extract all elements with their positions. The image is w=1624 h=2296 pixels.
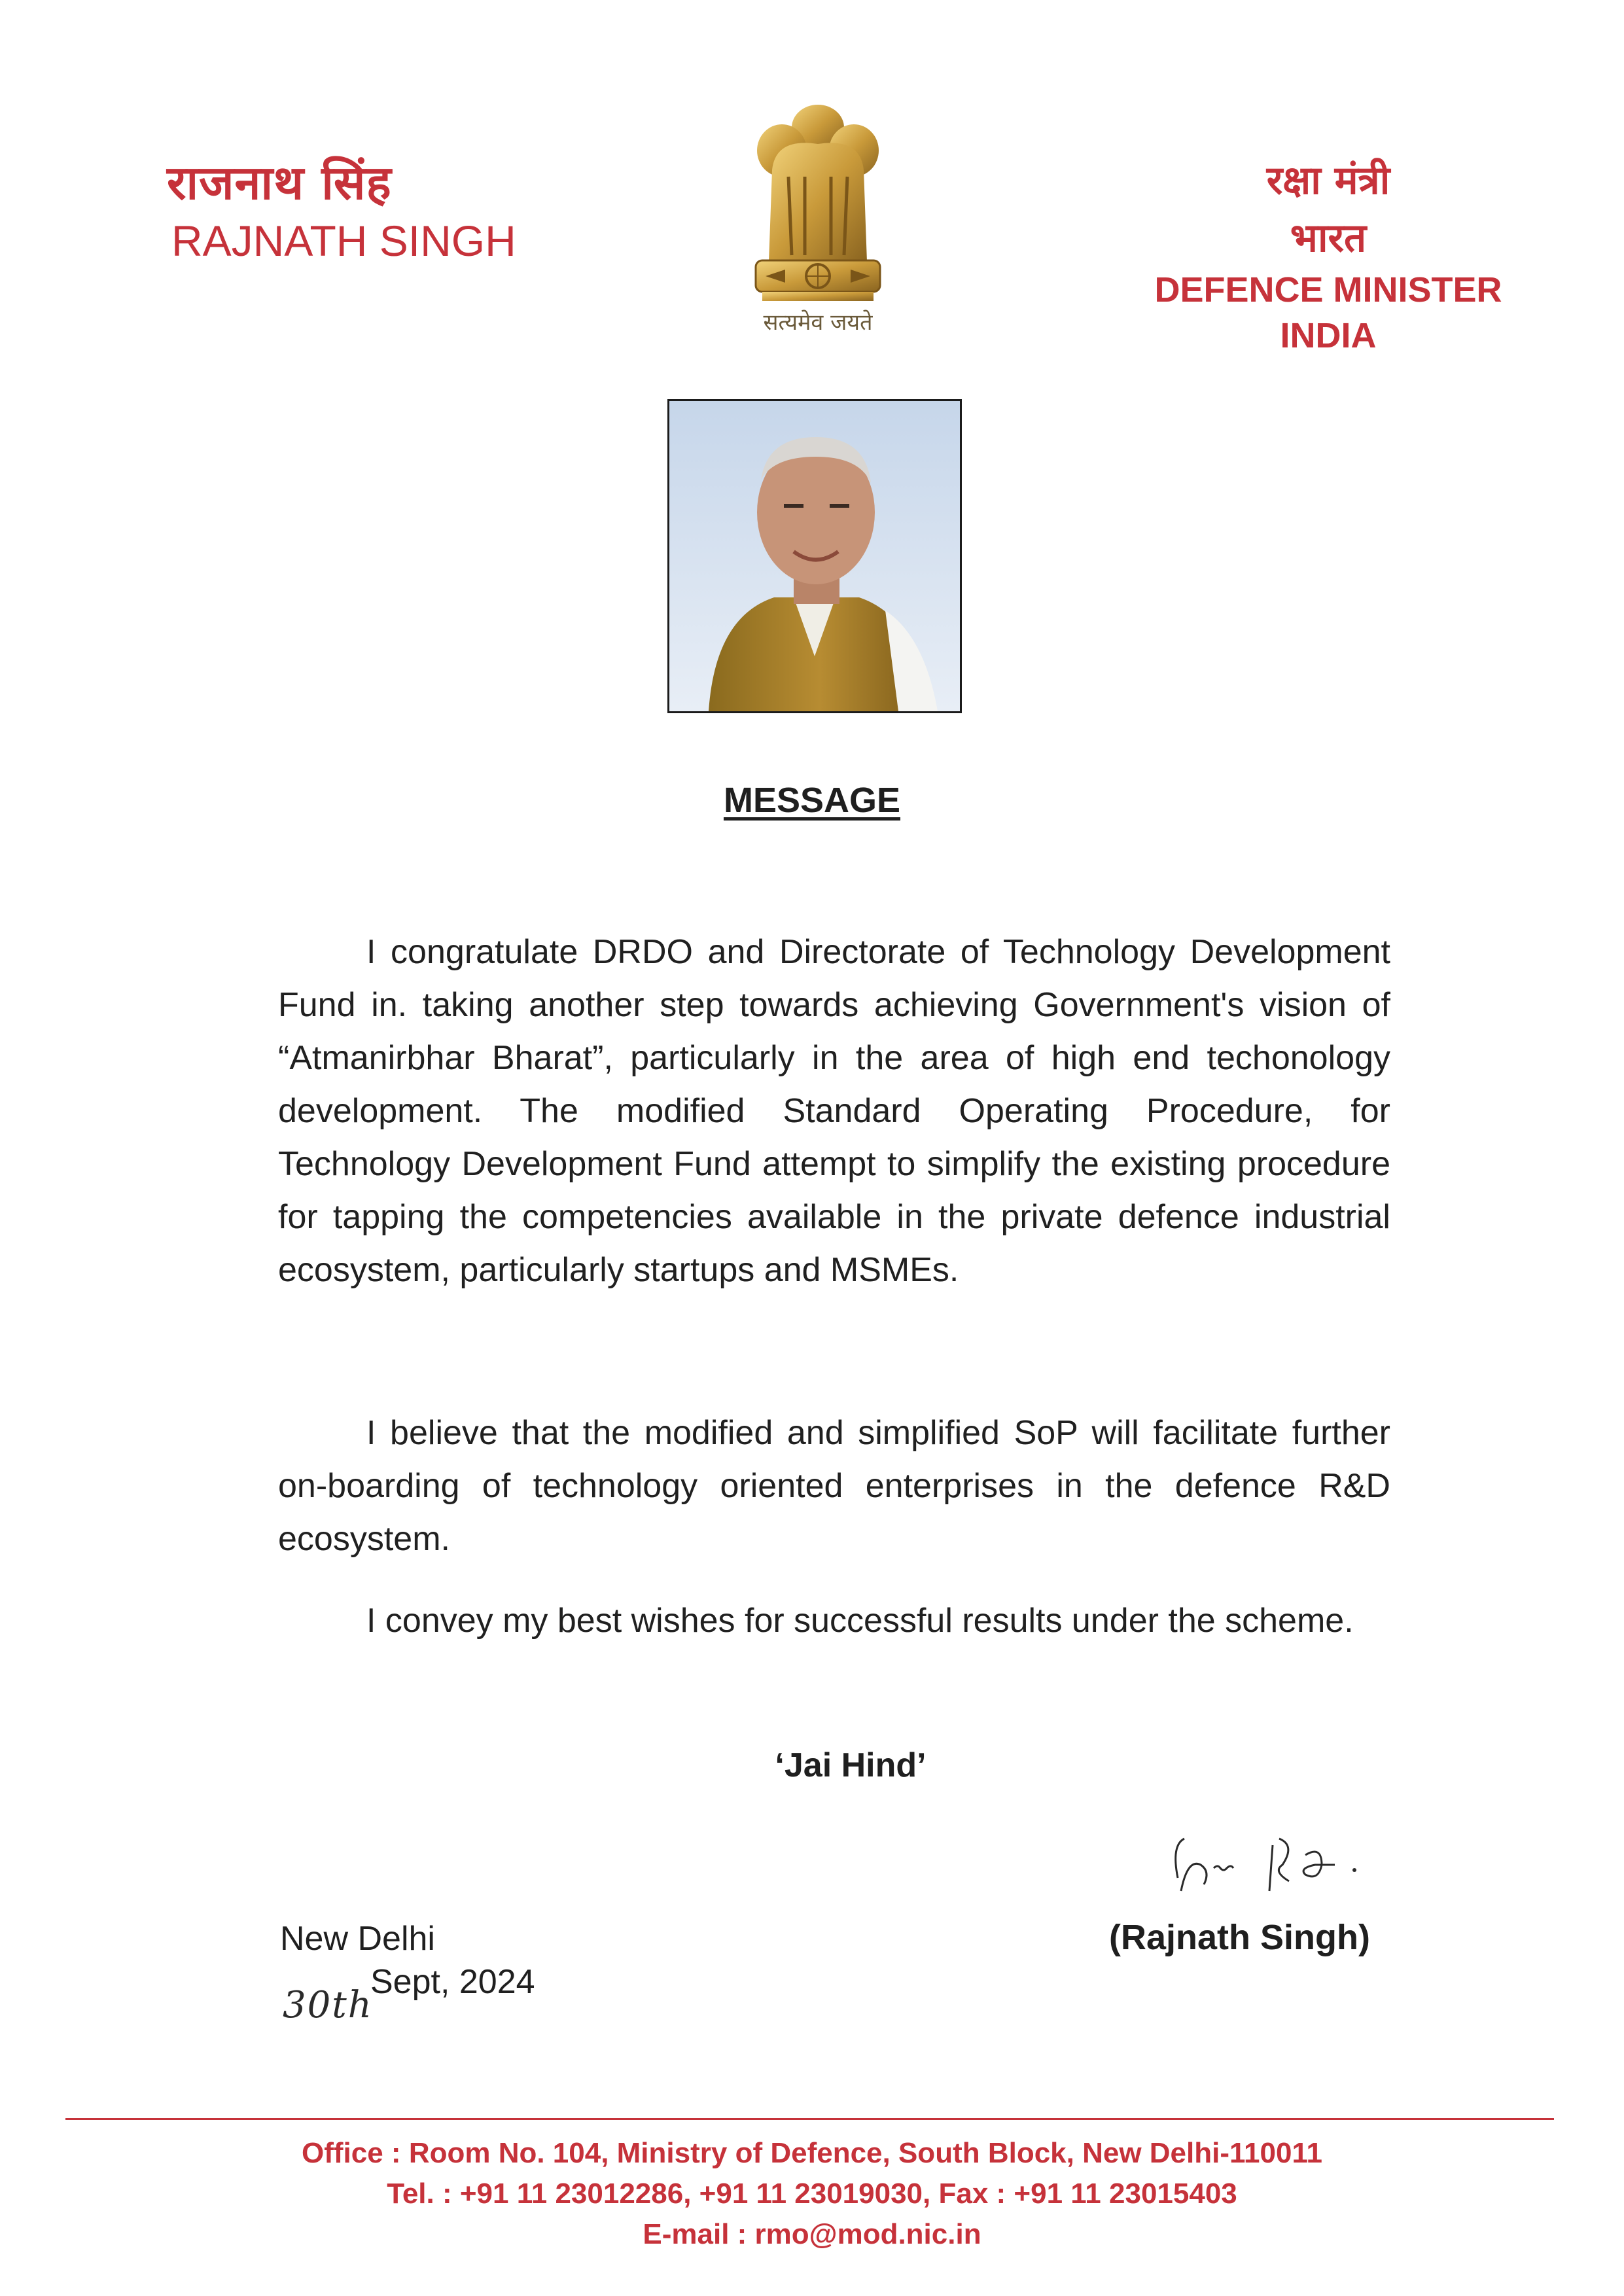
signatory-name: (Rajnath Singh): [1109, 1918, 1370, 1957]
footer-divider: [65, 2118, 1554, 2120]
title-english-2: INDIA: [1280, 316, 1377, 355]
portrait-photo: [667, 399, 962, 713]
message-heading: [0, 780, 1624, 821]
handwritten-signature: [1165, 1819, 1400, 1917]
closing-salutation: ‘Jai Hind’: [775, 1746, 927, 1784]
footer-contact: [0, 2133, 1624, 2255]
paragraph-1-text: I congratulate DRDO and Directorate of Technology Development Fund in. taking another step towards achieving Government's vision of “Atmanirbhar Bharat”, particularly in the area of high end techonology development. The modified Standard Operating Procedure, for Technology Development Fund attempt to simplify the existing procedure for tapping the competencies available in the private defence industrial ecosystem, particularly startups and MSMEs.: [278, 933, 1390, 1289]
name-english: RAJNATH SINGH: [171, 217, 516, 265]
title-english-1: DEFENCE MINISTER: [1154, 270, 1502, 309]
title-block: [1139, 152, 1518, 359]
title-hindi-2: भारत: [1290, 215, 1367, 261]
date-printed: Sept, 2024: [370, 1963, 535, 2001]
paragraph-1: [278, 926, 1390, 1297]
national-emblem-icon: [736, 98, 900, 340]
paragraph-3-text: I convey my best wishes for successful results under the scheme.: [366, 1602, 1354, 1640]
emblem-motto: सत्यमेव जयते: [763, 309, 873, 336]
date-line: [280, 1962, 535, 2026]
name-hindi: राजनाथ सिंह: [167, 155, 392, 210]
footer-email: E-mail : rmo@mod.nic.in: [643, 2218, 981, 2250]
footer-office: Office : Room No. 104, Ministry of Defence, South Block, New Delhi-110011: [302, 2137, 1322, 2169]
date-handwritten: 30th: [283, 1984, 373, 2026]
title-hindi-1: रक्षा मंत्री: [1266, 158, 1390, 203]
paragraph-2: [278, 1407, 1390, 1566]
paragraph-3: [278, 1595, 1390, 1648]
paragraph-2-text: I believe that the modified and simplified SoP will facilitate further on-boarding of technology oriented enterprises in the defence R&D ecosystem.: [278, 1414, 1390, 1558]
place: New Delhi: [280, 1920, 435, 1958]
message-heading-text: MESSAGE: [723, 781, 901, 820]
footer-phone: Tel. : +91 11 23012286, +91 11 23019030, Fax : +91 11 23015403: [387, 2178, 1237, 2210]
